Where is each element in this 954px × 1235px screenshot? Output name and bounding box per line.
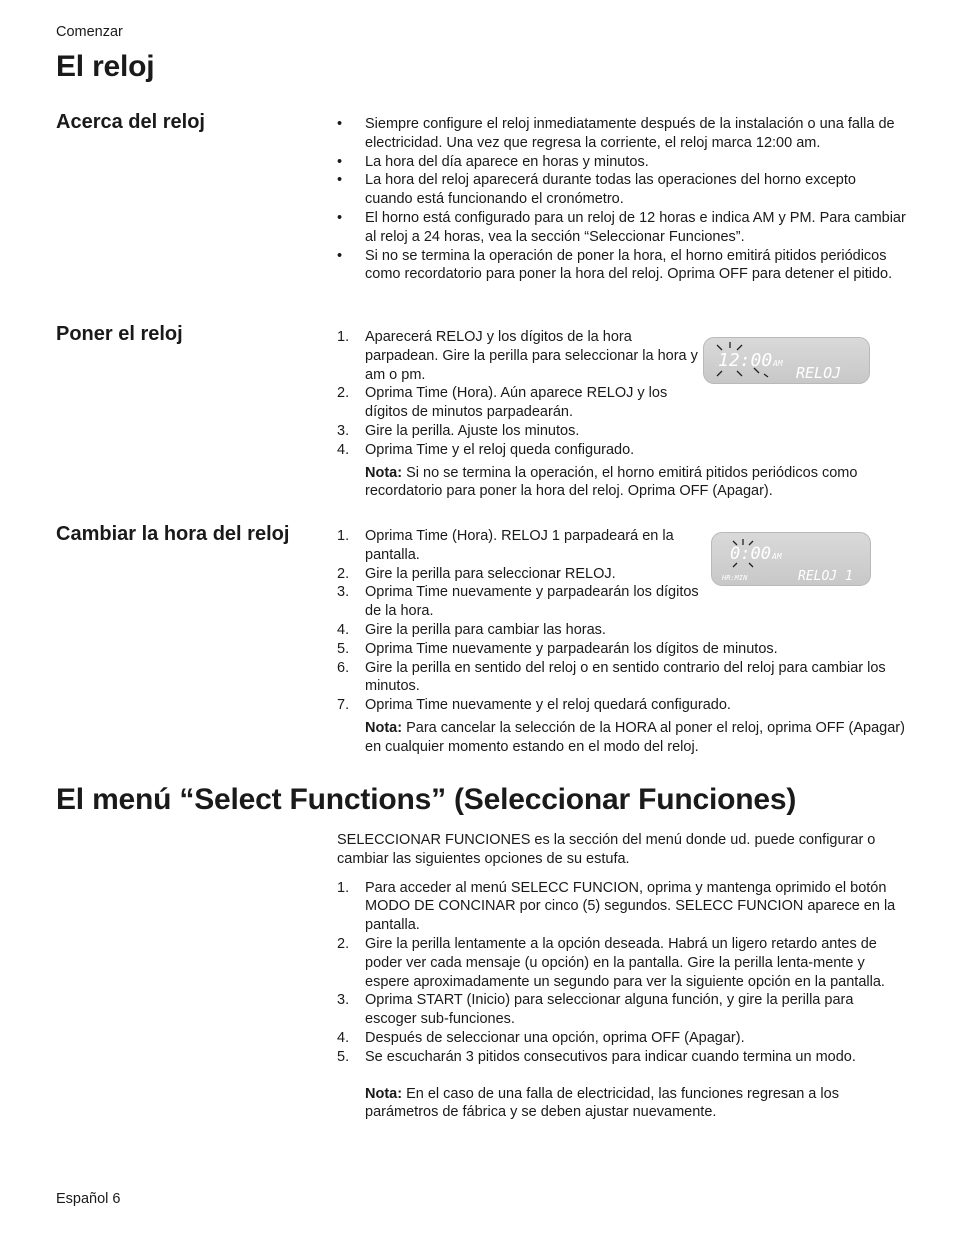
display-ampm: AM	[773, 359, 783, 368]
menu-body	[337, 831, 907, 1122]
clock-display-reloj	[703, 337, 870, 384]
list-item: 1. Aparecerá RELOJ y los dígitos de la hora parpadean. Gire la perilla para seleccionar la hora y am o pm.	[337, 329, 698, 383]
list-item: 2. Oprima Time (Hora). Aún aparece RELOJ y los dígitos de minutos parpadearán.	[337, 385, 668, 421]
heading-poner: Poner el reloj	[56, 323, 183, 345]
list-item: 1. Para acceder al menú SELECC FUNCION, oprima y mantenga oprimido el botón MODO DE CONCINAR por cinco (5) segundos. SELECC FUNCION aparece en la pantalla.	[337, 879, 896, 934]
acerca-list	[337, 115, 907, 284]
list-item: • La hora del reloj aparecerá durante todas las operaciones del horno excepto cuando está funcionando el cronómetro.	[337, 171, 907, 209]
display-graphic	[704, 338, 869, 383]
list-item: 3. Gire la perilla. Ajuste los minutos.	[337, 422, 580, 439]
display-graphic	[712, 533, 870, 585]
list-item: 5. Se escucharán 3 pitidos consecutivos para indicar cuando termina un modo.	[337, 1048, 856, 1065]
list-item: • El horno está configurado para un reloj de 12 horas e indica AM y PM. Para cambiar al reloj a 24 horas, vea la sección “Seleccionar Funciones”.	[337, 209, 907, 247]
display-time: 0:00	[730, 544, 771, 564]
display-word: RELOJ	[796, 364, 842, 382]
note-cambiar: Nota: Para cancelar la selección de la HORA al poner el reloj, oprima OFF (Apagar) en cualquier momento estando en el modo del reloj.	[365, 719, 905, 755]
running-header: Comenzar	[56, 24, 123, 40]
heading-cambiar: Cambiar la hora del reloj	[56, 523, 290, 545]
heading-acerca: Acerca del reloj	[56, 111, 205, 133]
note-menu: Nota: En el caso de una falla de electricidad, las funciones regresan a los parámetros de fábrica y se deben ajustar nuevamente.	[365, 1085, 839, 1121]
menu-intro: SELECCIONAR FUNCIONES es la sección del menú donde ud. puede configurar o cambiar las siguientes opciones de su estufa.	[337, 832, 876, 867]
list-item: 3. Oprima Time nuevamente y parpadearán los dígitos de la hora.	[337, 584, 699, 620]
section-title-reloj: El reloj	[56, 50, 155, 83]
list-item: 4. Después de seleccionar una opción, oprima OFF (Apagar).	[337, 1029, 745, 1046]
list-item: 4. Gire la perilla para cambiar las horas.	[337, 621, 606, 638]
list-item: 5. Oprima Time nuevamente y parpadearán los dígitos de minutos.	[337, 640, 778, 657]
list-item: 2. Gire la perilla para seleccionar RELOJ.	[337, 565, 616, 582]
list-item: 7. Oprima Time nuevamente y el reloj quedará configurado.	[337, 697, 731, 714]
list-item: • Siempre configure el reloj inmediatamente después de la instalación o una falla de electricidad. Una vez que regresa la corriente, el reloj marca 12:00 am.	[337, 115, 907, 153]
list-item: • La hora del día aparece en horas y minutos.	[337, 153, 907, 172]
list-item: 3. Oprima START (Inicio) para seleccionar alguna función, y gire la perilla para escoger sub-funciones.	[337, 992, 854, 1028]
clock-display-reloj-1	[711, 532, 871, 586]
section-title-menu: El menú “Select Functions” (Seleccionar Funciones)	[56, 783, 797, 816]
display-time: 12:00	[718, 350, 773, 371]
list-item: 1. Oprima Time (Hora). RELOJ 1 parpadeará en la pantalla.	[337, 528, 674, 563]
display-word: RELOJ 1	[798, 569, 853, 584]
page-number: Español 6	[56, 1191, 121, 1207]
list-item: • Si no se termina la operación de poner la hora, el horno emitirá pitidos periódicos como recordatorio para poner la hora del reloj. Oprima OFF para detener el pitido.	[337, 247, 907, 285]
display-ampm: AM	[772, 552, 782, 561]
list-item: 6. Gire la perilla en sentido del reloj o en sentido contrario del reloj para cambiar los minutos.	[337, 659, 886, 695]
list-item: 4. Oprima Time y el reloj queda configurado.	[337, 441, 635, 458]
note-poner: Nota: Si no se termina la operación, el horno emitirá pitidos periódicos como recordatorio para poner la hora del reloj. Oprima OFF (Apagar).	[365, 464, 858, 500]
list-item: 2. Gire la perilla lentamente a la opción deseada. Habrá un ligero retardo antes de poder ver cada mensaje (u opción) en la pantalla. Gire la perilla lenta-mente y espere aproximadamente un segundo para ver la siguiente opción en la pantalla.	[337, 935, 885, 990]
display-sub: HR:MIN	[722, 574, 748, 582]
